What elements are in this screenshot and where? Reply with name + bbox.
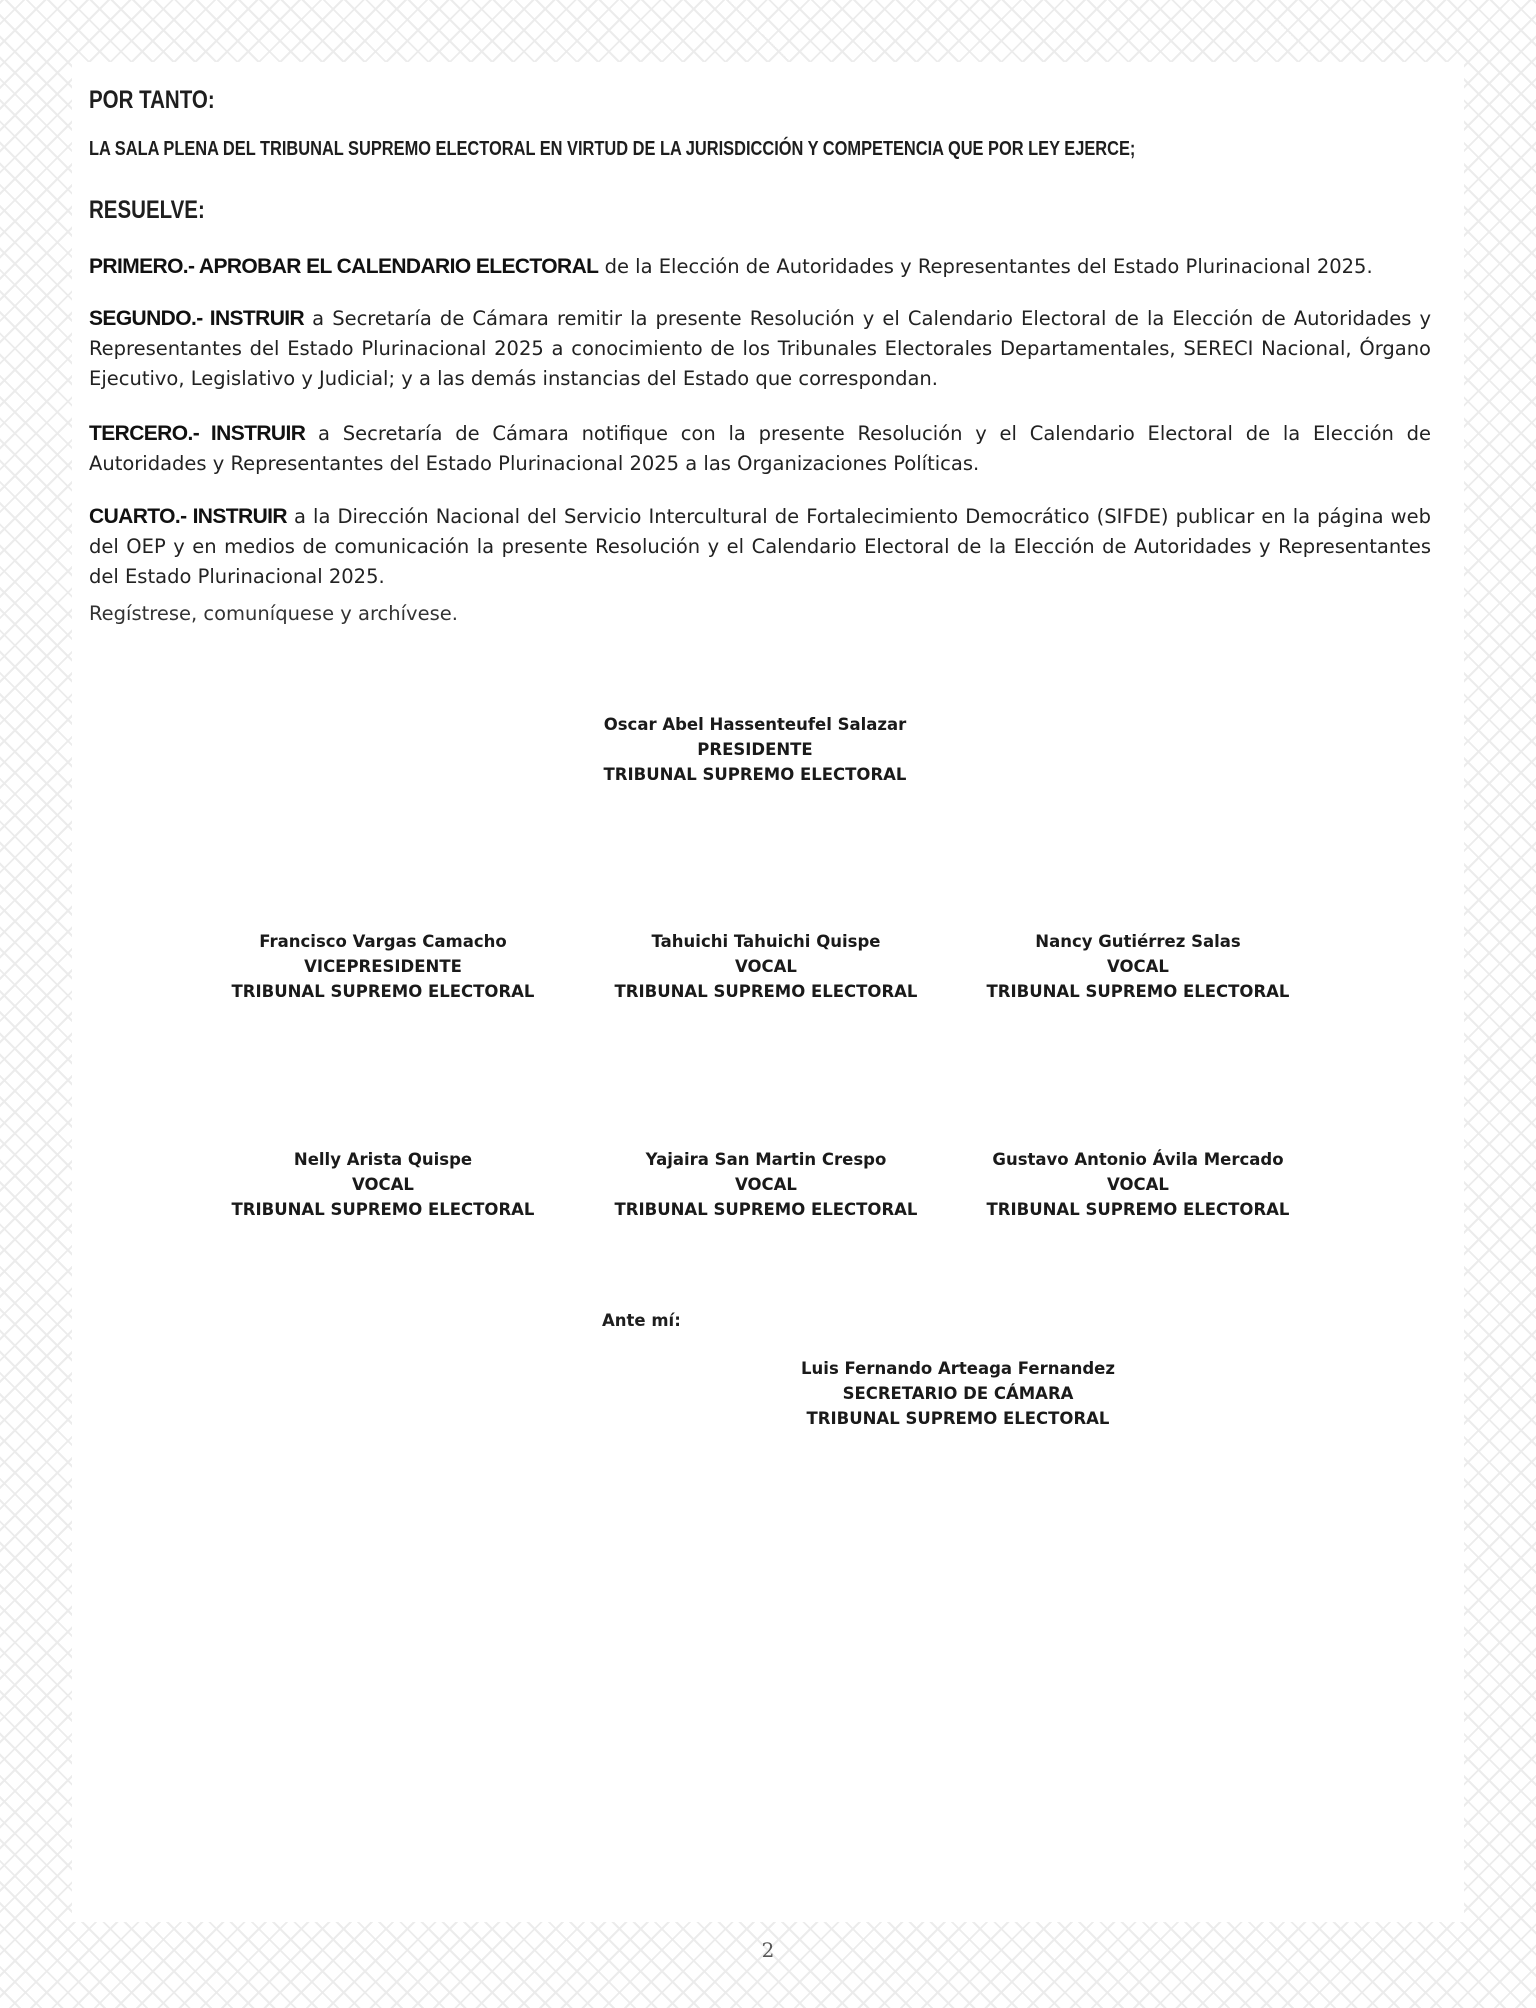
signature-block-vicepresident <box>213 929 553 1004</box>
signature-block-vocal <box>596 929 936 1004</box>
resolution-text: de la Elección de Autoridades y Representantes del Estado Plurinacional 2025. <box>598 255 1373 278</box>
signature-block-president <box>585 712 925 787</box>
resolution-tercero <box>89 419 1431 479</box>
signatory-name: Gustavo Antonio Ávila Mercado <box>992 1150 1284 1169</box>
closing-formula: Regístrese, comuníquese y archívese. <box>89 602 458 625</box>
resolution-primero <box>89 252 1431 282</box>
signatory-role: VOCAL <box>1107 957 1169 976</box>
signatory-role: VOCAL <box>1107 1175 1169 1194</box>
signatory-role: VOCAL <box>735 1175 797 1194</box>
signature-block-vocal <box>213 1147 553 1222</box>
resolution-text: a Secretaría de Cámara remitir la presente Resolución y el Calendario Electoral de la Elección de Autoridades y Representantes del Estado Plurinacional 2025 a conocimiento de los Tribunales Electorales Departamentales, SERECI Nacional, Órgano Ejecutivo, Legislativo y Judicial; y a las demás instancias del Estado que correspondan. <box>89 307 1431 390</box>
signatory-role: PRESIDENTE <box>697 740 813 759</box>
signatory-org: TRIBUNAL SUPREMO ELECTORAL <box>986 1200 1290 1219</box>
signatory-name: Oscar Abel Hassenteufel Salazar <box>603 715 907 734</box>
resolution-lead: CUARTO.- INSTRUIR <box>89 505 287 528</box>
heading-sala-plena: LA SALA PLENA DEL TRIBUNAL SUPREMO ELECTORAL EN VIRTUD DE LA JURISDICCIÓN Y COMPETENCIA QUE POR LEY EJERCE; <box>89 137 1136 160</box>
resolution-cuarto <box>89 502 1431 592</box>
resolution-text: a la Dirección Nacional del Servicio Intercultural de Fortalecimiento Democrático (SIFDE) publicar en la página web del OEP y en medios de comunicación la presente Resolución y el Calendario Electoral de la Elección de Autoridades y Representantes del Estado Plurinacional 2025. <box>89 505 1432 588</box>
signatory-name: Francisco Vargas Camacho <box>259 932 507 951</box>
signature-block-secretary <box>788 1356 1128 1431</box>
signatory-name: Tahuichi Tahuichi Quispe <box>651 932 881 951</box>
signatory-org: TRIBUNAL SUPREMO ELECTORAL <box>614 982 918 1001</box>
heading-resuelve: RESUELVE: <box>89 196 205 224</box>
signatory-org: TRIBUNAL SUPREMO ELECTORAL <box>806 1409 1110 1428</box>
signatory-org: TRIBUNAL SUPREMO ELECTORAL <box>231 1200 535 1219</box>
resolution-segundo <box>89 304 1431 394</box>
signature-block-vocal <box>968 929 1308 1004</box>
signatory-role: VICEPRESIDENTE <box>304 957 462 976</box>
signatory-role: VOCAL <box>735 957 797 976</box>
signatory-name: Luis Fernando Arteaga Fernandez <box>801 1359 1115 1378</box>
signatory-org: TRIBUNAL SUPREMO ELECTORAL <box>231 982 535 1001</box>
ante-mi-label: Ante mí: <box>602 1311 681 1330</box>
signatory-role: VOCAL <box>352 1175 414 1194</box>
resolution-lead: TERCERO.- INSTRUIR <box>89 422 306 445</box>
resolution-lead: SEGUNDO.- INSTRUIR <box>89 307 305 330</box>
heading-por-tanto: POR TANTO: <box>89 86 215 114</box>
signatory-name: Nelly Arista Quispe <box>293 1150 473 1169</box>
signatory-org: TRIBUNAL SUPREMO ELECTORAL <box>614 1200 918 1219</box>
signature-block-vocal <box>968 1147 1308 1222</box>
signatory-org: TRIBUNAL SUPREMO ELECTORAL <box>603 765 907 784</box>
signatory-role: SECRETARIO DE CÁMARA <box>842 1384 1074 1403</box>
resolution-lead: PRIMERO.- APROBAR EL CALENDARIO ELECTORAL <box>89 255 599 278</box>
signature-block-vocal <box>596 1147 936 1222</box>
resolution-text: a Secretaría de Cámara notifique con la presente Resolución y el Calendario Electoral de la Elección de Autoridades y Representantes del Estado Plurinacional 2025 a las Organizaciones Políticas. <box>89 422 1432 475</box>
signatory-org: TRIBUNAL SUPREMO ELECTORAL <box>986 982 1290 1001</box>
signatory-name: Nancy Gutiérrez Salas <box>1035 932 1241 951</box>
page-number: 2 <box>761 1938 775 1962</box>
signatory-name: Yajaira San Martin Crespo <box>645 1150 887 1169</box>
